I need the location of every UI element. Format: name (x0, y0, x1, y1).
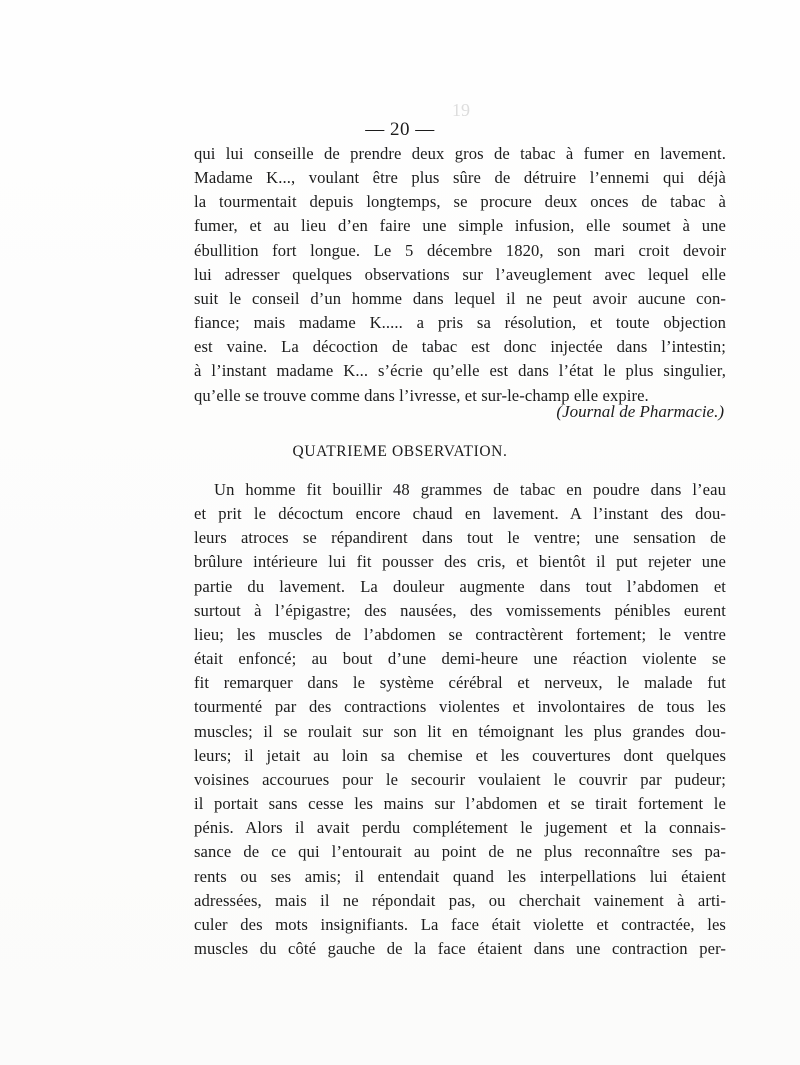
show-through-page-number: 19 (452, 100, 470, 120)
text-line: tourmenté par des contractions violentes et involontaires de tous les (194, 697, 726, 717)
text-line: lui adresser quelques observations sur l’aveuglement avec lequel elle (194, 264, 726, 284)
text-line: leurs atroces se répandirent dans tout le ventre; une sensation de (194, 528, 726, 548)
text-line: il portait sans cesse les mains sur l’abdomen et se tirait fortement le (194, 794, 726, 814)
text-line: culer des mots insignifiants. La face était violette et contractée, les (194, 914, 726, 934)
page-number: — 20 — (365, 119, 435, 140)
text-line: était enfoncé; au bout d’une demi-heure une réaction violente se (194, 649, 726, 669)
text-line: la tourmentait depuis longtemps, se procure deux onces de tabac à (194, 192, 726, 212)
text-line: pénis. Alors il avait perdu complétement le jugement et la connais- (194, 818, 726, 838)
text-line: est vaine. La décoction de tabac est donc injectée dans l’intestin; (194, 337, 726, 357)
text-line: voisines accourues pour le secourir voulaient le couvrir par pudeur; (194, 769, 726, 789)
text-line: leurs; il jetait au loin sa chemise et les couvertures dont quelques (194, 745, 726, 765)
text-line: suit le conseil d’un homme dans lequel il ne peut avoir aucune con- (194, 288, 726, 308)
text-line: adressées, mais il ne répondait pas, ou cherchait vainement à arti- (194, 890, 726, 910)
text-line: brûlure intérieure lui fit pousser des cris, et bientôt il put rejeter une (194, 552, 726, 572)
text-line: Un homme fit bouillir 48 grammes de tabac en poudre dans l’eau (214, 480, 726, 499)
text-line: rents ou ses amis; il entendait quand les interpellations lui étaient (194, 866, 726, 886)
paragraph-case-three (194, 142, 726, 408)
text-line: partie du lavement. La douleur augmente dans tout l’abdomen et (194, 576, 726, 596)
text-line: fit remarquer dans le système cérébral et nerveux, le malade fut (194, 673, 726, 693)
text-line: et prit le décoctum encore chaud en lavement. A l’instant des dou- (194, 504, 726, 524)
paragraph-fourth-observation (194, 478, 726, 961)
text-line: muscles; il se roulait sur son lit en témoignant les plus grandes dou- (194, 721, 726, 741)
text-line: sance de ce qui l’entourait au point de ne plus reconnaître ses pa- (194, 842, 726, 862)
text-line: fiance; mais madame K..... a pris sa résolution, et toute objection (194, 313, 726, 333)
text-line: fumer, et au lieu d’en faire une simple infusion, elle soumet à une (194, 216, 726, 236)
text-line: Madame K..., voulant être plus sûre de détruire l’ennemi qui déjà (194, 168, 726, 188)
text-line: qu’elle se trouve comme dans l’ivresse, et sur-le-champ elle expire. (194, 385, 649, 405)
text-line: muscles du côté gauche de la face étaient dans une contraction per- (194, 938, 726, 958)
citation: (Journal de Pharmacie.) (556, 402, 724, 421)
text-line: à l’instant madame K... s’écrie qu’elle est dans l’état le plus singulier, (194, 361, 726, 381)
text-line: qui lui conseille de prendre deux gros de tabac à fumer en lavement. (194, 144, 726, 163)
text-line: ébullition fort longue. Le 5 décembre 1820, son mari croit devoir (194, 240, 726, 260)
text-line: surtout à l’épigastre; des nausées, des vomissements pénibles eurent (194, 600, 726, 620)
section-heading: QUATRIEME OBSERVATION. (292, 443, 508, 460)
text-line: lieu; les muscles de l’abdomen se contractèrent fortement; le ventre (194, 624, 726, 644)
